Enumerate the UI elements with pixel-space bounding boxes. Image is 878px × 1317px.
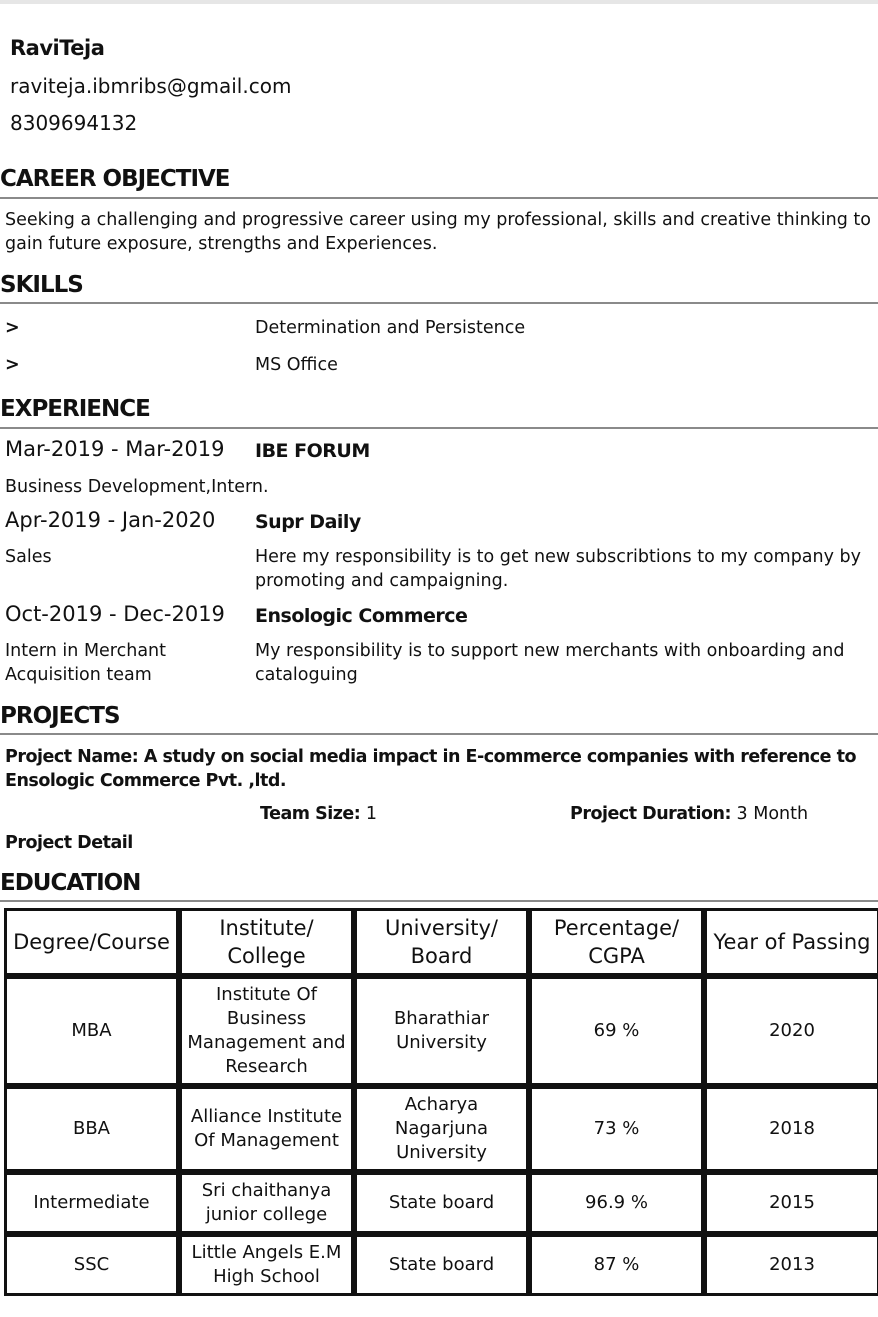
career-objective-rule [0,197,878,199]
percentage-cell: 69 % [529,976,704,1086]
table-header-row [4,908,878,976]
experience-title: EXPERIENCE [0,396,150,422]
project-duration-label: Project Duration: [570,804,731,824]
percentage-cell: 87 % [529,1234,704,1296]
project-detail-label: Project Detail [5,833,133,853]
table-row [4,1234,878,1296]
education-table [4,908,878,1296]
experience-description-line-1: Here my responsibility is to get new subscribtions to my company by [255,547,861,567]
experience-description-line-2: promoting and campaigning. [255,571,509,591]
experience-dates: Oct-2019 - Dec-2019 [5,602,225,626]
experience-role: Business Development,Intern. [5,477,269,497]
experience-role: Intern in Merchant [5,641,167,661]
institute-cell: Institute Of Business Management and Research [179,976,354,1086]
project-duration [570,802,808,826]
experience-role-line-2: Acquisition team [5,665,152,685]
table-row [4,1172,878,1234]
year-cell: 2013 [704,1234,878,1296]
university-cell: State board [354,1172,529,1234]
experience-dates: Apr-2019 - Jan-2020 [5,508,216,532]
skill-marker: > [5,355,20,375]
institute-cell: Little Angels E.M High School [179,1234,354,1296]
projects-rule [0,733,878,735]
institute-cell: Sri chaithanya junior college [179,1172,354,1234]
experience-rule [0,427,878,429]
column-header: University/ Board [354,908,529,976]
team-size [260,802,377,826]
degree-cell: Intermediate [4,1172,179,1234]
experience-description-line-2: cataloguing [255,665,358,685]
team-size-label: Team Size: [260,804,361,824]
degree-cell: BBA [4,1086,179,1172]
skill-marker: > [5,318,20,338]
experience-company: Ensologic Commerce [255,605,468,627]
university-cell: State board [354,1234,529,1296]
institute-cell: Alliance Institute Of Management [179,1086,354,1172]
experience-company: Supr Daily [255,511,361,533]
year-cell: 2020 [704,976,878,1086]
candidate-name: RaviTeja [10,36,105,60]
project-duration-value: 3 Month [736,804,809,824]
skills-title: SKILLS [0,272,83,298]
education-rule [0,900,878,902]
top-border [0,0,878,4]
project-name-line-2: Ensologic Commerce Pvt. ,ltd. [5,771,287,791]
university-cell: Bharathiar University [354,976,529,1086]
column-header: Percentage/ CGPA [529,908,704,976]
email-address: raviteja.ibmribs@gmail.com [10,74,292,98]
column-header: Year of Passing [704,908,878,976]
university-cell: Acharya Nagarjuna University [354,1086,529,1172]
table-row [4,976,878,1086]
experience-description-line-1: My responsibility is to support new merchants with onboarding and [255,641,845,661]
column-header: Institute/ College [179,908,354,976]
skill-item: Determination and Persistence [255,318,526,338]
experience-role: Sales [5,547,52,567]
skills-rule [0,302,878,304]
career-objective-line-1: Seeking a challenging and progressive career using my professional, skills and creative thinking to [5,210,871,230]
table-row [4,1086,878,1172]
education-title: EDUCATION [0,870,141,896]
year-cell: 2015 [704,1172,878,1234]
team-size-value: 1 [365,804,377,824]
experience-company: IBE FORUM [255,440,370,462]
degree-cell: MBA [4,976,179,1086]
year-cell: 2018 [704,1086,878,1172]
phone-number: 8309694132 [10,111,138,135]
career-objective-title: CAREER OBJECTIVE [0,166,230,192]
career-objective-line-2: gain future exposure, strengths and Experiences. [5,234,438,254]
percentage-cell: 73 % [529,1086,704,1172]
degree-cell: SSC [4,1234,179,1296]
projects-title: PROJECTS [0,703,120,729]
column-header: Degree/Course [4,908,179,976]
experience-dates: Mar-2019 - Mar-2019 [5,437,225,461]
percentage-cell: 96.9 % [529,1172,704,1234]
skill-item: MS Office [255,355,338,375]
project-name-line-1: Project Name: A study on social media impact in E-commerce companies with reference to [5,747,856,767]
